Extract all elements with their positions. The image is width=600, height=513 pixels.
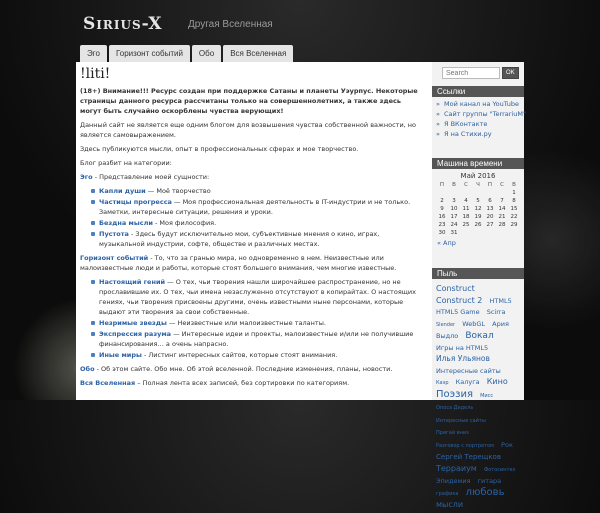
calendar-week <box>436 221 520 229</box>
tag-link[interactable]: Интересные сайты <box>436 417 486 424</box>
calendar-day: 23 <box>438 222 446 228</box>
tag-link[interactable]: Опоса Дедель <box>436 405 474 411</box>
calendar-day: 20 <box>486 214 494 220</box>
tag-link[interactable]: Интересные сайты <box>436 366 501 375</box>
ego-list <box>90 186 418 249</box>
subcategory-link[interactable]: Иные миры <box>99 351 142 359</box>
tag-link[interactable]: любовь <box>465 486 505 498</box>
category-link-horizon[interactable]: Горизонт событий <box>80 254 149 262</box>
link-terrarium[interactable]: » Сайт группы "TerrariuM" <box>436 109 520 119</box>
calendar-day: 5 <box>476 198 480 204</box>
link-vkontakte[interactable]: » Я ВКонтакте <box>436 119 520 129</box>
calendar-day: 12 <box>474 206 482 212</box>
calendar-day: 1 <box>512 190 516 196</box>
tag-link[interactable]: Рок <box>501 440 513 449</box>
calendar-day: 29 <box>510 222 518 228</box>
tab-obo[interactable]: Обо <box>192 45 221 62</box>
category-desc: – Полная лента всех записей, без сортировки по категориям. <box>135 379 350 387</box>
calendar-day <box>460 189 472 197</box>
page-content <box>76 62 526 509</box>
subcategory-desc: — Моё творчество <box>145 187 211 195</box>
category-desc: - Об этом сайте. Обо мне. Об этой вселенной. Последние изменения, планы, новости. <box>94 365 393 373</box>
calendar-day: 28 <box>498 222 506 228</box>
tag-link[interactable]: Терраиум <box>436 463 477 473</box>
subcategory-desc: - Листинг интересных сайтов, которые стоят внимания. <box>141 351 338 359</box>
calendar-day: 9 <box>440 206 444 212</box>
list-item <box>90 350 418 360</box>
tab-ego[interactable]: Эго <box>80 45 107 62</box>
calendar-day <box>472 189 484 197</box>
list-item <box>90 186 418 196</box>
search-input[interactable] <box>442 67 500 79</box>
subcategory-desc: — О тех, чьи творения нашли широчайшее распространение, но не прославившие их. О тех, чьи имена незаслуженно отсутствуют в копирайтах. О настоящих гениях, чьи творения присвоены другими, очень известными ныне персонами, которые выдают эти творения за свои собственные. <box>99 278 416 316</box>
calendar-prev-link[interactable]: « Апр <box>437 239 456 247</box>
tag-link[interactable]: графика <box>436 490 459 497</box>
tab-horizon[interactable]: Горизонт событий <box>109 45 190 62</box>
calendar-day: 4 <box>464 198 468 204</box>
tag-link[interactable]: Каэр <box>436 380 449 386</box>
calendar-day: 17 <box>450 214 458 220</box>
calendar-day <box>448 189 460 197</box>
subcategory-link[interactable]: Частицы прогресса <box>99 198 172 206</box>
calendar-day <box>496 229 508 237</box>
site-logo[interactable]: Sirius-X <box>83 14 163 34</box>
calendar-day: 2 <box>440 198 444 204</box>
tag-link[interactable]: Вокал <box>465 331 494 341</box>
list-item <box>90 277 418 317</box>
link-youtube[interactable]: » Мой канал на YouTube <box>436 99 520 109</box>
category-all <box>80 378 418 388</box>
list-item <box>90 329 418 349</box>
tag-link[interactable]: Илья Ульянов <box>436 354 490 363</box>
sidebar <box>432 62 526 509</box>
calendar-day: 31 <box>450 230 458 236</box>
calendar-day: 7 <box>500 198 504 204</box>
tag-link[interactable]: Выдло <box>436 332 459 340</box>
tag-link[interactable]: HTML5 <box>489 296 512 305</box>
category-link-ego[interactable]: Эго <box>80 173 93 181</box>
link-stihi[interactable]: » Я на Стихи.ру <box>436 129 520 139</box>
category-desc: - То, что за гранью мира, но одновременно в нем. Неизвестные или малоизвестные люди и работы, которые стоят большего внимания, чем многие известные. <box>80 254 397 272</box>
calendar-day: 21 <box>498 214 506 220</box>
calendar-week <box>436 229 520 237</box>
tag-link[interactable]: Фотосинтез <box>483 466 516 473</box>
calendar-day: 22 <box>510 214 518 220</box>
calendar-day <box>436 189 448 197</box>
tag-link[interactable]: WebGL <box>462 319 486 328</box>
tag-link[interactable]: Мисс <box>480 392 494 399</box>
subcategory-link[interactable]: Экспрессия разума <box>99 330 172 338</box>
intro-paragraph: Данный сайт не является еще одним блогом для возвышения чувства собственной важности, но является самовыражением. <box>80 121 417 139</box>
tag-link[interactable]: Калуга <box>455 378 480 386</box>
calendar-day <box>484 189 496 197</box>
calendar-day: 3 <box>452 198 456 204</box>
tag-link[interactable]: гитара <box>477 477 502 485</box>
tag-link[interactable]: Пригай вниз <box>436 430 469 436</box>
calendar-day: 25 <box>462 222 470 228</box>
subcategory-link[interactable]: Настоящий гений <box>99 278 166 286</box>
subcategory-desc: - Моя философия. <box>152 219 217 227</box>
category-link-obo[interactable]: Обо <box>80 365 95 373</box>
calendar-day: 15 <box>510 206 518 212</box>
intro-paragraph-3: Блог разбит на категории: <box>80 159 172 167</box>
links-list <box>432 97 524 141</box>
calendar-days <box>436 189 520 237</box>
calendar-day: 27 <box>486 222 494 228</box>
subcategory-desc: — Неизвестные или малоизвестные таланты. <box>166 319 326 327</box>
category-obo <box>80 364 418 374</box>
list-item <box>90 218 418 228</box>
main-column <box>80 66 418 400</box>
subcategory-desc: — Моя профессиональная деятельность в IT-индустрии и не только. Заметки, интересные ситуации, решения и уроки. <box>99 198 411 216</box>
calendar-week <box>436 205 520 213</box>
tag-link[interactable]: Slender <box>436 321 456 328</box>
category-horizon <box>80 253 418 273</box>
links-widget <box>432 86 524 141</box>
calendar-day: 24 <box>450 222 458 228</box>
subcategory-desc: - Здесь будут исключительно мои, субъективные мнения о кино, играх, музыкальной индустрии, софте, обществе и различных местах. <box>99 230 380 248</box>
tag-link[interactable]: Кино <box>486 377 508 386</box>
tag-link[interactable]: Ария <box>492 319 509 328</box>
tag-link[interactable]: Scirra <box>486 308 506 316</box>
weekday: П <box>487 182 493 188</box>
search-button[interactable]: OK <box>502 67 519 79</box>
tags-widget <box>432 268 524 513</box>
warning-text: (18+) Внимание!!! Ресурс создан при поддержке Сатаны и планеты Уэурпус. Некоторые страницы данного ресурса рассчитаны только на совершеннолетних, а также здесь могут быть случайно оскорблены чувства верующих! <box>80 87 418 115</box>
site-tagline: Другая Вселенная <box>188 19 273 30</box>
subcategory-link[interactable]: Незримые звезды <box>99 319 167 327</box>
main-nav <box>80 45 293 62</box>
calendar-day: 30 <box>438 230 446 236</box>
tag-link[interactable]: Construct 2 <box>436 295 483 305</box>
calendar-day: 11 <box>462 206 470 212</box>
calendar-day: 8 <box>512 198 516 204</box>
category-desc: - Представление моей сущности: <box>92 173 210 181</box>
post-title[interactable]: !liti! <box>80 66 111 82</box>
weekday: С <box>464 182 468 188</box>
calendar-week <box>436 213 520 221</box>
tab-all-universe[interactable]: Вся Вселенная <box>223 45 293 62</box>
tag-link[interactable]: HTML5 Game <box>436 308 480 316</box>
tag-link[interactable]: Поэзия <box>436 388 473 400</box>
weekday: П <box>439 182 445 188</box>
calendar-day: 6 <box>488 198 492 204</box>
calendar-day: 13 <box>486 206 494 212</box>
horizon-list <box>90 277 418 360</box>
widget-title-calendar: Машина времени <box>432 158 524 169</box>
category-link-all[interactable]: Вся Вселенная <box>80 379 136 387</box>
tag-link[interactable]: Разговор с портретом <box>436 442 494 449</box>
subcategory-link[interactable]: Капли души <box>99 187 146 195</box>
tag-link[interactable]: Эпидемия <box>436 477 471 485</box>
calendar-day: 16 <box>438 214 446 220</box>
widget-title-links: Ссылки <box>432 86 524 97</box>
weekday: С <box>500 182 504 188</box>
calendar-caption: Май 2016 <box>460 172 496 180</box>
widget-title-tags: Пыль <box>432 268 524 279</box>
tag-link[interactable]: Игры на HTML5 <box>436 343 489 352</box>
calendar-widget <box>432 158 524 247</box>
calendar-weekdays <box>436 181 520 189</box>
list-item <box>90 318 418 328</box>
calendar-day: 18 <box>462 214 470 220</box>
subcategory-link[interactable]: Пустота <box>99 230 129 238</box>
weekday: Ч <box>476 182 480 188</box>
calendar-day: 14 <box>498 206 506 212</box>
search-form <box>442 67 519 79</box>
calendar-week <box>436 197 520 205</box>
category-ego <box>80 172 418 182</box>
list-item <box>90 197 418 217</box>
tag-link[interactable]: Construct <box>436 284 475 293</box>
tag-cloud <box>432 279 524 513</box>
subcategory-desc: — Интересные идеи и проекты, малоизвестные и/или не получившие финансирования… а очень напрасно. <box>99 330 414 348</box>
calendar-day <box>460 229 472 237</box>
calendar-day <box>484 229 496 237</box>
weekday: В <box>452 182 456 188</box>
intro-paragraph-2: Здесь публикуются мысли, опыт в профессиональных сферах и мое творчество. <box>80 145 359 153</box>
site-header <box>78 12 528 42</box>
calendar-week <box>436 189 520 197</box>
calendar-table <box>432 181 524 237</box>
subcategory-link[interactable]: Бездна мысли <box>99 219 153 227</box>
calendar-day <box>472 229 484 237</box>
tag-link[interactable]: Сергей Терещков <box>436 453 501 461</box>
list-item <box>90 229 418 249</box>
tag-link[interactable]: мысли <box>436 500 464 509</box>
calendar-day: 19 <box>474 214 482 220</box>
calendar-day <box>496 189 508 197</box>
weekday: В <box>512 182 516 188</box>
calendar-day <box>508 229 520 237</box>
calendar-day: 26 <box>474 222 482 228</box>
calendar-day: 10 <box>450 206 458 212</box>
